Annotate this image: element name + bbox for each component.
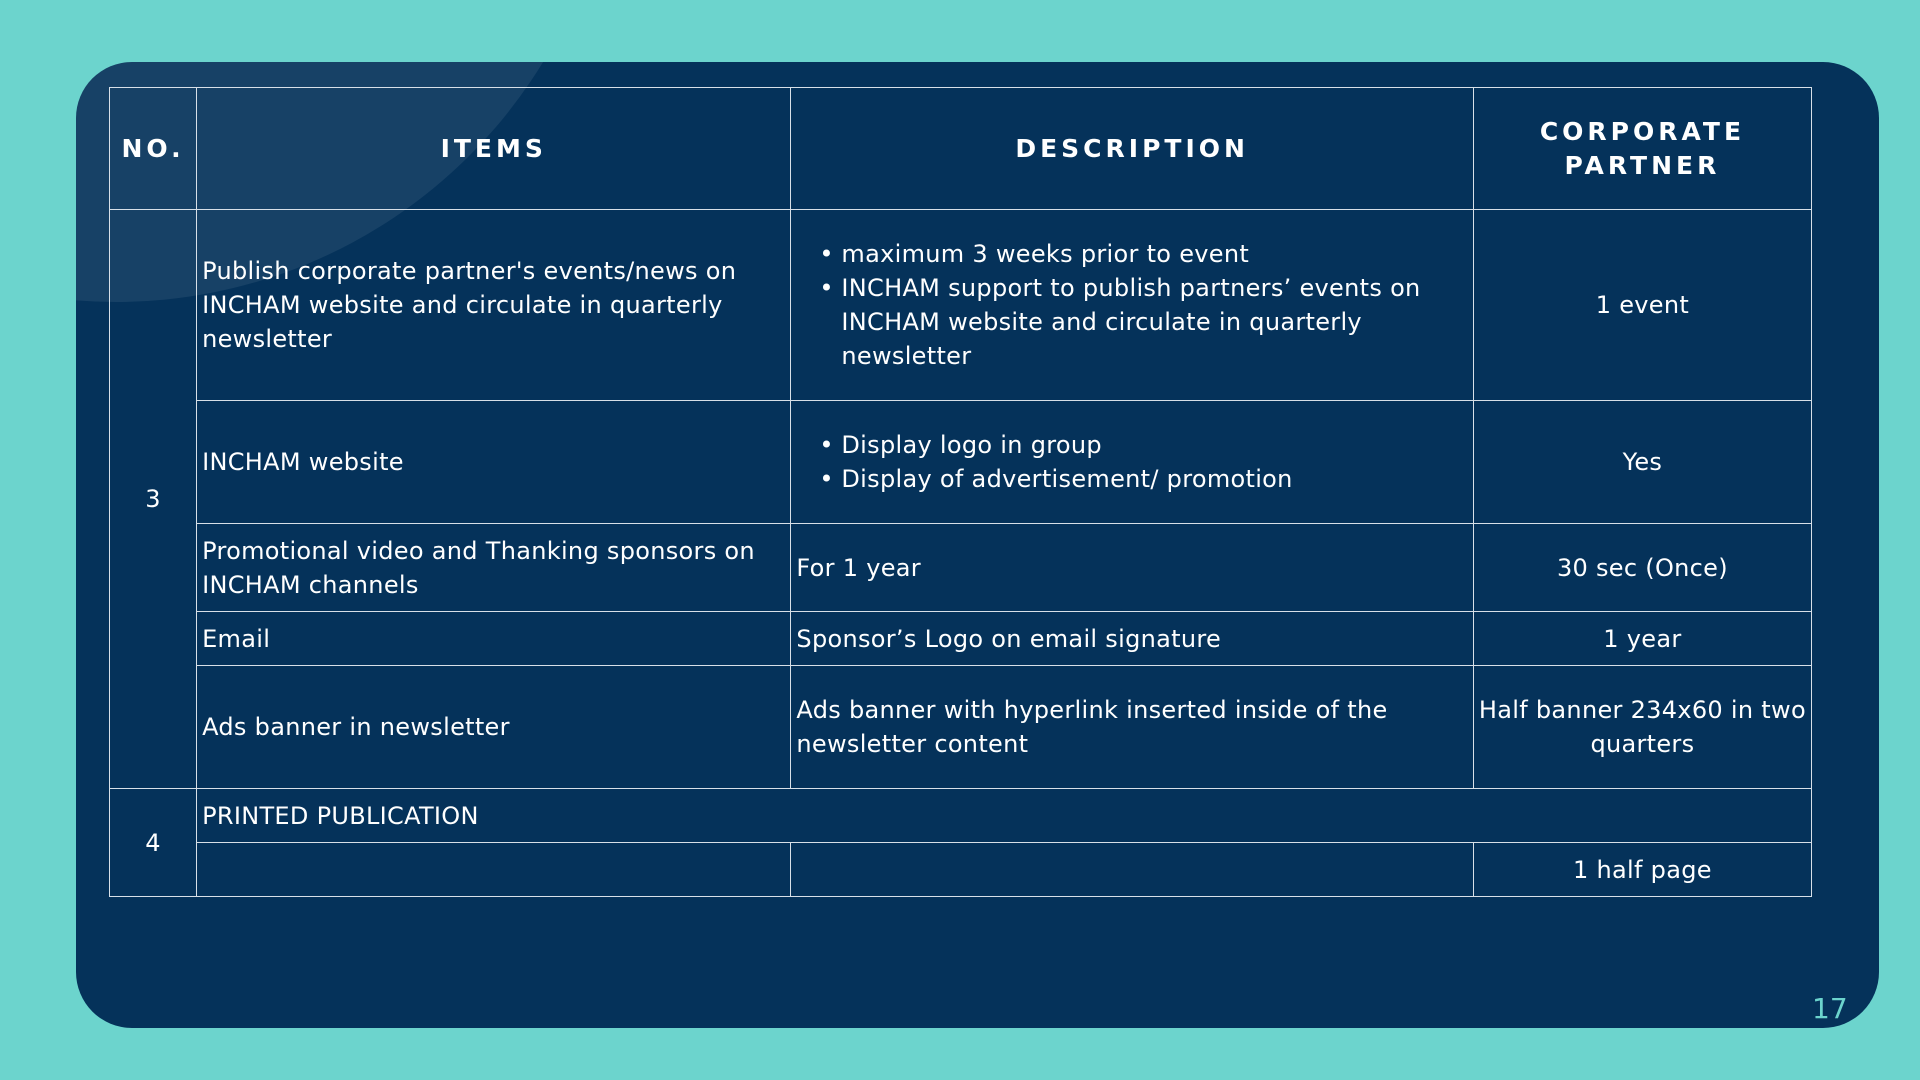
item-cell: INCHAM website (197, 401, 791, 524)
row-number-4: 4 (110, 789, 197, 897)
table-row (110, 843, 1812, 897)
corporate-partner-cell: 30 sec (Once) (1473, 524, 1811, 612)
table-row (110, 524, 1812, 612)
item-cell (197, 843, 791, 897)
corporate-partner-cell: 1 half page (1473, 843, 1811, 897)
table-row (110, 210, 1812, 401)
row-number-3: 3 (110, 210, 197, 789)
corporate-partner-cell: Yes (1473, 401, 1811, 524)
description-cell (791, 210, 1473, 401)
header-description: DESCRIPTION (791, 88, 1473, 210)
sponsorship-table (109, 87, 1812, 897)
table-row (110, 401, 1812, 524)
corporate-partner-cell: 1 year (1473, 612, 1811, 666)
description-bullets (796, 428, 1467, 496)
page-number: 17 (1812, 992, 1848, 1025)
header-no: NO. (110, 88, 197, 210)
header-items: ITEMS (197, 88, 791, 210)
bullet-item: • Display of advertisement/ promotion (841, 462, 1467, 496)
description-cell: For 1 year (791, 524, 1473, 612)
description-cell (791, 401, 1473, 524)
corporate-partner-cell: Half banner 234x60 in two quarters (1473, 666, 1811, 789)
bullet-item: • Display logo in group (841, 428, 1467, 462)
table-row (110, 666, 1812, 789)
header-corporate-partner: CORPORATE PARTNER (1473, 88, 1811, 210)
table-row (110, 612, 1812, 666)
description-cell: Sponsor’s Logo on email signature (791, 612, 1473, 666)
bullet-item: • INCHAM support to publish partners’ events on INCHAM website and circulate in quarterly newsletter (841, 271, 1467, 373)
corporate-partner-cell: 1 event (1473, 210, 1811, 401)
description-bullets (796, 237, 1467, 373)
table-row (110, 789, 1812, 843)
description-cell (791, 843, 1473, 897)
description-cell: Ads banner with hyperlink inserted inside of the newsletter content (791, 666, 1473, 789)
item-cell: Promotional video and Thanking sponsors on INCHAM channels (197, 524, 791, 612)
bullet-item: • maximum 3 weeks prior to event (841, 237, 1467, 271)
item-cell: Ads banner in newsletter (197, 666, 791, 789)
item-cell: Publish corporate partner's events/news on INCHAM website and circulate in quarterly newsletter (197, 210, 791, 401)
item-cell: Email (197, 612, 791, 666)
table-header-row (110, 88, 1812, 210)
section-title: PRINTED PUBLICATION (197, 789, 1812, 843)
